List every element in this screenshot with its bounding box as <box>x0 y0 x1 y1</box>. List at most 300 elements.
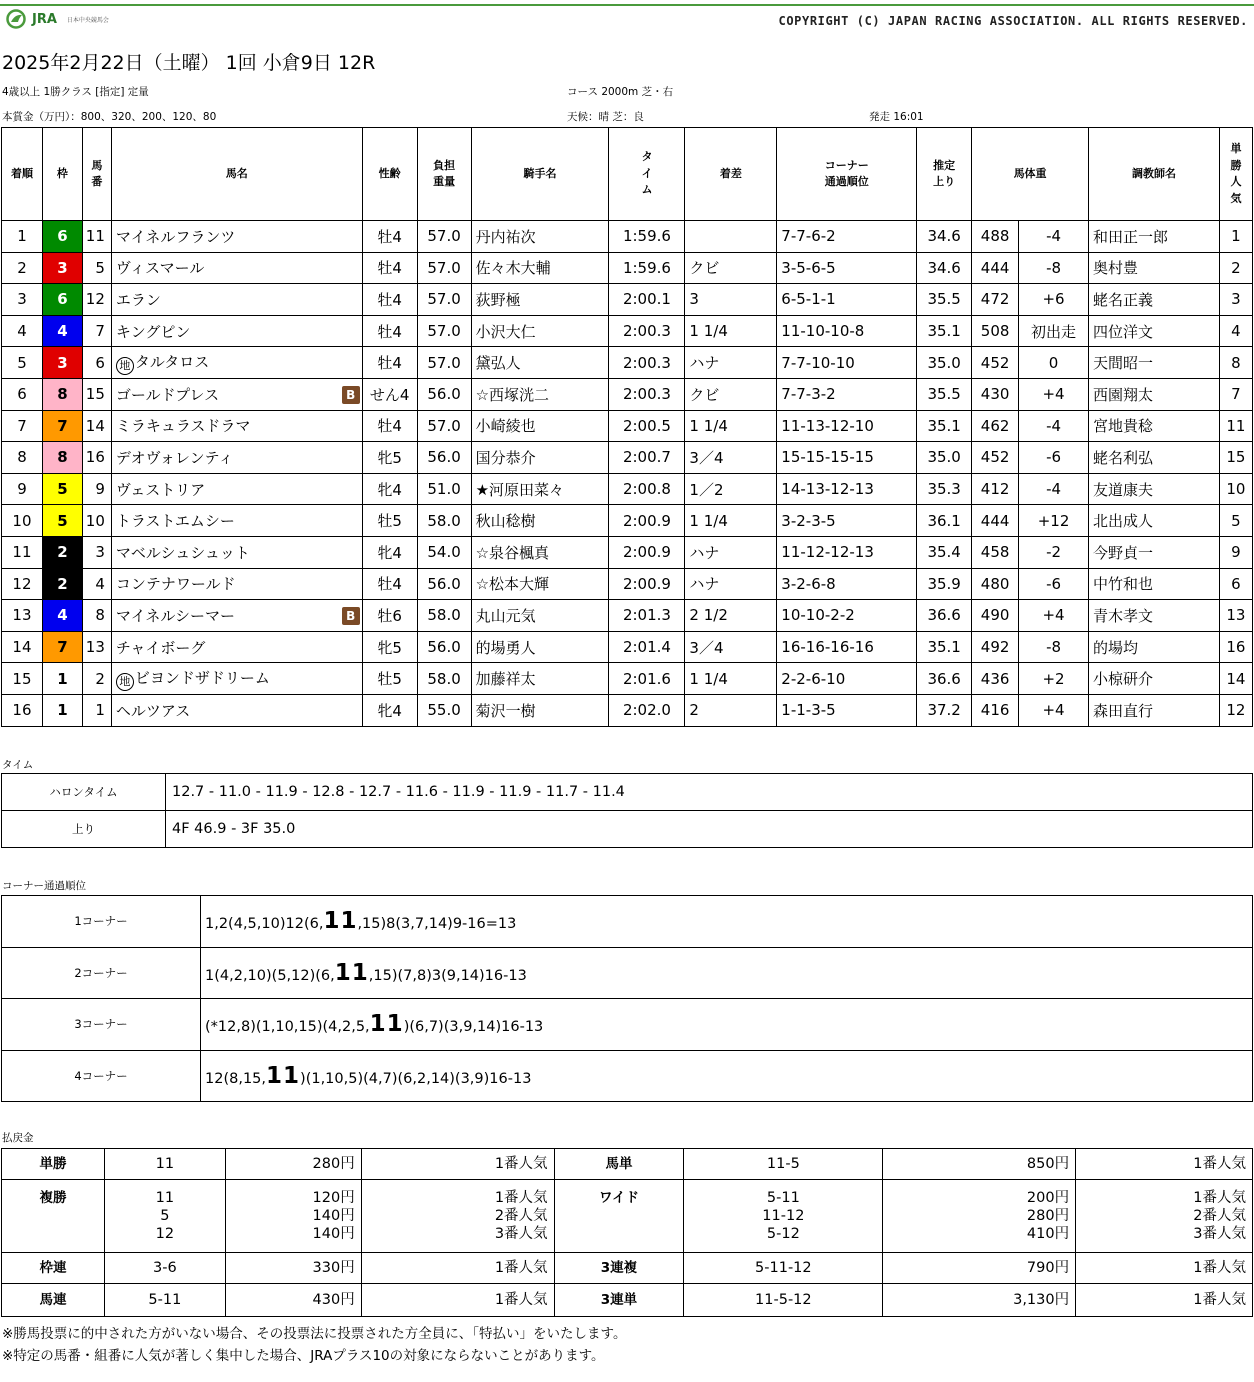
umaren-pop: 1番人気 <box>361 1284 554 1317</box>
corner-order-cell: 14-13-12-13 <box>777 473 917 505</box>
horse-name[interactable]: デオヴォレンティ <box>115 448 234 467</box>
rank-cell: 16 <box>2 694 43 726</box>
time-cell: 2:00.9 <box>609 536 685 568</box>
carried-weight-cell: 57.0 <box>417 315 471 347</box>
popularity-cell: 10 <box>1219 473 1252 505</box>
col-pop-label: 単勝人気 <box>1230 142 1242 205</box>
jockey-cell <box>471 631 609 663</box>
corner-order-cell: 7-7-10-10 <box>777 347 917 379</box>
results-body <box>2 221 1253 727</box>
popularity-cell: 4 <box>1219 315 1252 347</box>
corner-2-value <box>201 947 1253 999</box>
jra-logo[interactable] <box>6 9 109 29</box>
corner-1-post: ,15)8(3,7,14)9-16=13 <box>357 916 517 933</box>
sex-age-cell: 牡5 <box>362 663 417 695</box>
payout-table <box>1 1148 1253 1317</box>
col-corner <box>777 128 917 221</box>
jockey-name[interactable]: 小沢大仁 <box>475 322 536 341</box>
body-weight-cell: 462 <box>972 410 1019 442</box>
popularity-cell: 15 <box>1219 442 1252 474</box>
sex-age-cell: 牡5 <box>362 505 417 537</box>
horse-name[interactable]: ヴェストリア <box>115 480 206 499</box>
waku-cell: 4 <box>42 315 82 347</box>
corner-4-post: )(1,10,5)(4,7)(6,2,14)(3,9)16-13 <box>300 1070 532 1087</box>
sex-age-cell: せん4 <box>362 378 417 410</box>
jockey-name[interactable]: ☆西塚洸二 <box>475 385 550 404</box>
last3f-cell: 35.1 <box>917 315 972 347</box>
start-time: 発走 16:01 <box>869 111 924 123</box>
horse-number-cell: 15 <box>82 378 111 410</box>
waku-cell: 8 <box>42 378 82 410</box>
time-row-halon <box>2 774 1253 811</box>
sanrentan-pop: 1番人気 <box>1076 1284 1253 1317</box>
corner-4-value <box>201 1050 1253 1102</box>
horse-number-cell: 9 <box>82 473 111 505</box>
corner-3-head: 3コーナー <box>2 999 201 1051</box>
body-weight-diff-cell: +4 <box>1019 694 1089 726</box>
trainer-name[interactable]: 四位洋文 <box>1093 322 1154 341</box>
horse-name[interactable]: マイネルシーマー <box>115 606 236 625</box>
body-weight-cell: 452 <box>972 347 1019 379</box>
trainer-name[interactable]: 友道康夫 <box>1093 480 1154 499</box>
corner-2-highlight: 11 <box>334 959 369 986</box>
result-row <box>2 536 1253 568</box>
margin-cell: 3／4 <box>685 631 777 663</box>
margin-cell: ハナ <box>685 568 777 600</box>
corner-2-pre: 1(4,2,10)(5,12)(6, <box>205 967 335 984</box>
notes <box>2 1323 626 1367</box>
body-weight-cell: 452 <box>972 442 1019 474</box>
waku-cell: 5 <box>42 473 82 505</box>
trainer-name[interactable]: 今野貞一 <box>1093 543 1154 562</box>
jockey-name[interactable]: ★河原田菜々 <box>475 480 565 499</box>
trainer-name[interactable]: 和田正一郎 <box>1093 227 1169 246</box>
local-horse-mark: 地 <box>116 357 134 375</box>
horse-number-cell: 13 <box>82 631 111 663</box>
waku-cell: 6 <box>42 284 82 316</box>
body-weight-cell: 480 <box>972 568 1019 600</box>
trainer-name[interactable]: 小椋研介 <box>1093 670 1154 689</box>
rank-cell: 1 <box>2 221 43 253</box>
horse-name-cell <box>111 252 362 284</box>
horse-name[interactable]: マベルシュシュット <box>115 543 250 562</box>
body-weight-diff-cell: -2 <box>1019 536 1089 568</box>
corner-2-head: 2コーナー <box>2 947 201 999</box>
corner-order-cell: 15-15-15-15 <box>777 442 917 474</box>
fukusho-pop-item: 2番人気 <box>494 1208 548 1224</box>
waku-cell: 3 <box>42 252 82 284</box>
trainer-name[interactable]: 青木孝文 <box>1093 606 1154 625</box>
body-weight-diff-cell: +6 <box>1019 284 1089 316</box>
horse-name[interactable]: ビヨンドザドリーム <box>134 668 270 687</box>
horse-name-cell <box>111 410 362 442</box>
body-weight-cell: 508 <box>972 315 1019 347</box>
rank-cell: 12 <box>2 568 43 600</box>
result-row <box>2 600 1253 632</box>
jockey-name[interactable]: 荻野極 <box>475 290 521 309</box>
trainer-name[interactable]: 中竹和也 <box>1093 575 1154 594</box>
sex-age-cell: 牝5 <box>362 631 417 663</box>
jockey-name[interactable]: ☆泉谷楓真 <box>475 543 550 562</box>
time-row-agari <box>2 811 1253 848</box>
waku-cell: 1 <box>42 694 82 726</box>
carried-weight-cell: 56.0 <box>417 568 471 600</box>
umatan-nums: 11-5 <box>684 1149 883 1180</box>
trainer-name[interactable]: 的場均 <box>1093 638 1139 657</box>
umaren-nums: 5-11 <box>104 1284 225 1317</box>
jockey-cell <box>471 252 609 284</box>
carried-weight-cell: 57.0 <box>417 284 471 316</box>
corner-4-head: 4コーナー <box>2 1050 201 1102</box>
sex-age-cell: 牝5 <box>362 442 417 474</box>
body-weight-diff-cell: -6 <box>1019 442 1089 474</box>
horse-name-cell <box>111 536 362 568</box>
sex-age-cell: 牝4 <box>362 536 417 568</box>
fukusho-yen-item: 120円 <box>312 1190 355 1206</box>
jockey-cell <box>471 378 609 410</box>
note-line: ※特定の馬番・組番に人気が著しく集中した場合、JRAプラス10の対象にならないことがあります。 <box>2 1348 605 1364</box>
col-time <box>609 128 685 221</box>
jockey-name[interactable]: 佐々木大輔 <box>475 259 551 278</box>
result-row <box>2 221 1253 253</box>
horse-name[interactable]: ヴィスマール <box>115 259 205 278</box>
weather-track: 天候：晴 芝：良 <box>567 111 644 123</box>
horse-name[interactable]: ヘルツアス <box>115 701 191 720</box>
col-last3f <box>917 128 972 221</box>
margin-cell: 3／4 <box>685 442 777 474</box>
jockey-name[interactable]: ☆松本大輝 <box>475 575 550 594</box>
jockey-name[interactable]: 加藤祥太 <box>475 670 536 689</box>
corner-section-label: コーナー通過順位 <box>2 880 86 892</box>
time-cell: 2:00.3 <box>609 378 685 410</box>
fukusho-pop <box>361 1180 554 1253</box>
wide-type: ワイド <box>554 1180 684 1253</box>
time-cell: 2:00.3 <box>609 347 685 379</box>
horse-number-cell: 8 <box>82 600 111 632</box>
col-weight <box>417 128 471 221</box>
popularity-cell: 1 <box>1219 221 1252 253</box>
horse-name[interactable]: チャイボーグ <box>115 638 206 657</box>
corner-3-post: )(6,7)(3,9,14)16-13 <box>403 1019 544 1036</box>
jockey-name[interactable]: 国分恭介 <box>475 448 536 467</box>
margin-cell: 3 <box>685 284 777 316</box>
rank-cell: 10 <box>2 505 43 537</box>
sanrenpuku-type: 3連複 <box>554 1253 684 1284</box>
horse-number-cell: 16 <box>82 442 111 474</box>
body-weight-diff-cell: -4 <box>1019 473 1089 505</box>
popularity-cell: 13 <box>1219 600 1252 632</box>
margin-cell: 1 1/4 <box>685 410 777 442</box>
tansho-type: 単勝 <box>2 1149 105 1180</box>
horse-name[interactable]: ミラキュラスドラマ <box>115 417 251 436</box>
time-cell: 2:00.9 <box>609 505 685 537</box>
sex-age-cell: 牡4 <box>362 252 417 284</box>
popularity-cell: 11 <box>1219 410 1252 442</box>
result-row <box>2 568 1253 600</box>
col-sexage: 性齢 <box>362 128 417 221</box>
corner-1-highlight: 11 <box>323 908 358 935</box>
sex-age-cell: 牝4 <box>362 473 417 505</box>
waku-cell: 1 <box>42 663 82 695</box>
rank-cell: 13 <box>2 600 43 632</box>
rank-cell: 6 <box>2 378 43 410</box>
trainer-cell <box>1089 252 1220 284</box>
copyright-notice: COPYRIGHT (C) JAPAN RACING ASSOCIATION. ALL RIGHTS RESERVED. <box>778 14 1248 28</box>
agari-head: 上り <box>2 811 166 848</box>
last3f-cell: 35.5 <box>917 378 972 410</box>
corner-row-3 <box>2 999 1253 1051</box>
payout-row-fukusho <box>2 1180 1253 1253</box>
margin-cell: クビ <box>685 252 777 284</box>
trainer-cell <box>1089 694 1220 726</box>
carried-weight-cell: 56.0 <box>417 442 471 474</box>
trainer-cell <box>1089 284 1220 316</box>
result-row <box>2 505 1253 537</box>
corner-order-cell: 11-10-10-8 <box>777 315 917 347</box>
time-cell: 2:00.8 <box>609 473 685 505</box>
horse-number-cell: 3 <box>82 536 111 568</box>
trainer-cell <box>1089 347 1220 379</box>
trainer-name[interactable]: 蛯名利弘 <box>1093 448 1154 467</box>
result-row <box>2 442 1253 474</box>
trainer-name[interactable]: 森田直行 <box>1093 701 1154 720</box>
body-weight-diff-cell: 初出走 <box>1019 315 1089 347</box>
trainer-name[interactable]: 宮地貴稔 <box>1093 417 1154 436</box>
result-row <box>2 473 1253 505</box>
body-weight-cell: 458 <box>972 536 1019 568</box>
time-cell: 2:01.6 <box>609 663 685 695</box>
col-margin: 着差 <box>685 128 777 221</box>
wide-yen-item: 200円 <box>1026 1190 1070 1206</box>
horse-name[interactable]: タルタロス <box>134 352 210 371</box>
umatan-pop: 1番人気 <box>1076 1149 1253 1180</box>
horse-name[interactable]: コンテナワールド <box>115 575 236 594</box>
horse-name-cell <box>111 284 362 316</box>
umaren-yen: 430円 <box>225 1284 361 1317</box>
last3f-cell: 36.6 <box>917 600 972 632</box>
rank-cell: 2 <box>2 252 43 284</box>
time-cell: 2:00.9 <box>609 568 685 600</box>
body-weight-cell: 488 <box>972 221 1019 253</box>
sex-age-cell: 牝4 <box>362 694 417 726</box>
wakuren-yen: 330円 <box>225 1253 361 1284</box>
result-row <box>2 252 1253 284</box>
payout-row-umaren <box>2 1284 1253 1317</box>
jockey-cell <box>471 315 609 347</box>
popularity-cell: 7 <box>1219 378 1252 410</box>
prize-money: 本賞金（万円）：800、320、200、120、80 <box>2 111 217 123</box>
jockey-name[interactable]: 丹内祐次 <box>475 227 536 246</box>
corner-row-4 <box>2 1050 1253 1102</box>
trainer-name[interactable]: 奥村豊 <box>1093 259 1139 278</box>
rank-cell: 7 <box>2 410 43 442</box>
fukusho-yen-item: 140円 <box>312 1208 355 1224</box>
last3f-cell: 35.5 <box>917 284 972 316</box>
time-section-label: タイム <box>2 759 34 771</box>
result-row <box>2 694 1253 726</box>
time-cell: 2:01.4 <box>609 631 685 663</box>
carried-weight-cell: 56.0 <box>417 378 471 410</box>
agari-value: 4F 46.9 - 3F 35.0 <box>166 811 1253 848</box>
trainer-cell <box>1089 505 1220 537</box>
corner-row-1 <box>2 896 1253 948</box>
jockey-cell <box>471 473 609 505</box>
margin-cell: 1 1/4 <box>685 315 777 347</box>
trainer-cell <box>1089 442 1220 474</box>
wakuren-pop: 1番人気 <box>361 1253 554 1284</box>
horse-name[interactable]: ゴールドプレス <box>115 385 220 404</box>
body-weight-cell: 444 <box>972 505 1019 537</box>
fukusho-nums <box>104 1180 225 1253</box>
sanrentan-nums: 11-5-12 <box>684 1284 883 1317</box>
body-weight-cell: 492 <box>972 631 1019 663</box>
horse-name[interactable]: トラストエムシー <box>115 512 235 531</box>
carried-weight-cell: 58.0 <box>417 663 471 695</box>
last3f-cell: 34.6 <box>917 252 972 284</box>
popularity-cell: 6 <box>1219 568 1252 600</box>
sex-age-cell: 牡6 <box>362 600 417 632</box>
horse-number-cell: 6 <box>82 347 111 379</box>
corner-order-cell: 16-16-16-16 <box>777 631 917 663</box>
sex-age-cell: 牡4 <box>362 347 417 379</box>
trainer-name[interactable]: 蛯名正義 <box>1093 290 1154 309</box>
carried-weight-cell: 55.0 <box>417 694 471 726</box>
trainer-name[interactable]: 北出成人 <box>1093 512 1154 531</box>
horse-number-cell: 1 <box>82 694 111 726</box>
wide-yen <box>883 1180 1076 1253</box>
fukusho-pop-item: 3番人気 <box>494 1226 548 1242</box>
horse-name-cell <box>111 473 362 505</box>
logo-text: JRA <box>32 11 57 27</box>
time-cell: 1:59.6 <box>609 252 685 284</box>
umatan-yen: 850円 <box>883 1149 1076 1180</box>
jockey-cell <box>471 410 609 442</box>
trainer-name[interactable]: 天間昭一 <box>1093 354 1154 373</box>
wide-yen-item: 410円 <box>1026 1226 1070 1242</box>
result-row <box>2 284 1253 316</box>
popularity-cell: 9 <box>1219 536 1252 568</box>
sanrenpuku-yen: 790円 <box>883 1253 1076 1284</box>
rank-cell: 4 <box>2 315 43 347</box>
jockey-name[interactable]: 丸山元気 <box>475 606 536 625</box>
col-last3f-label: 推定上り <box>933 158 956 188</box>
jockey-name[interactable]: 小崎綾也 <box>475 417 536 436</box>
carried-weight-cell: 58.0 <box>417 505 471 537</box>
sex-age-cell: 牡4 <box>362 410 417 442</box>
horse-number-cell: 2 <box>82 663 111 695</box>
halon-value: 12.7 - 11.0 - 11.9 - 12.8 - 12.7 - 11.6 - 11.9 - 11.9 - 11.7 - 11.4 <box>166 774 1253 811</box>
margin-cell: クビ <box>685 378 777 410</box>
col-num <box>82 128 111 221</box>
sex-age-cell: 牡4 <box>362 568 417 600</box>
last3f-cell: 35.0 <box>917 347 972 379</box>
carried-weight-cell: 56.0 <box>417 631 471 663</box>
sanrenpuku-pop: 1番人気 <box>1076 1253 1253 1284</box>
fukusho-num: 11 <box>155 1190 175 1206</box>
horse-name-cell <box>111 694 362 726</box>
corner-row-2 <box>2 947 1253 999</box>
jockey-name[interactable]: 黛弘人 <box>475 354 521 373</box>
margin-cell: 2 1/2 <box>685 600 777 632</box>
jockey-cell <box>471 536 609 568</box>
jockey-name[interactable]: 菊沢一樹 <box>475 701 536 720</box>
umatan-type: 馬単 <box>554 1149 684 1180</box>
horse-name[interactable]: マイネルフランツ <box>115 227 236 246</box>
horse-name[interactable]: エラン <box>115 290 161 309</box>
corner-order-cell: 3-2-3-5 <box>777 505 917 537</box>
sanrenpuku-nums: 5-11-12 <box>684 1253 883 1284</box>
trainer-cell <box>1089 631 1220 663</box>
time-cell: 2:01.3 <box>609 600 685 632</box>
trainer-cell <box>1089 536 1220 568</box>
waku-cell: 7 <box>42 631 82 663</box>
jockey-name[interactable]: 的場勇人 <box>475 638 536 657</box>
rank-cell: 8 <box>2 442 43 474</box>
last3f-cell: 34.6 <box>917 221 972 253</box>
horse-name[interactable]: キングピン <box>115 322 191 341</box>
col-rank: 着順 <box>2 128 43 221</box>
corner-order-cell: 3-5-6-5 <box>777 252 917 284</box>
wide-pop <box>1076 1180 1253 1253</box>
margin-cell: ハナ <box>685 536 777 568</box>
body-weight-cell: 436 <box>972 663 1019 695</box>
horse-name-cell <box>111 505 362 537</box>
rank-cell: 5 <box>2 347 43 379</box>
time-table <box>1 773 1253 848</box>
trainer-name[interactable]: 西園翔太 <box>1093 385 1154 404</box>
corner-3-highlight: 11 <box>369 1011 404 1038</box>
col-trainer: 調教師名 <box>1089 128 1220 221</box>
carried-weight-cell: 57.0 <box>417 410 471 442</box>
body-weight-diff-cell: +4 <box>1019 378 1089 410</box>
corner-3-value <box>201 999 1253 1051</box>
carried-weight-cell: 57.0 <box>417 252 471 284</box>
horse-name-cell <box>111 315 362 347</box>
waku-cell: 7 <box>42 410 82 442</box>
time-cell: 2:00.1 <box>609 284 685 316</box>
horse-name-cell <box>111 568 362 600</box>
result-row <box>2 663 1253 695</box>
fukusho-yen <box>225 1180 361 1253</box>
waku-cell: 3 <box>42 347 82 379</box>
popularity-cell: 16 <box>1219 631 1252 663</box>
jockey-cell <box>471 221 609 253</box>
waku-cell: 4 <box>42 600 82 632</box>
corner-1-pre: 1,2(4,5,10)12(6, <box>205 916 324 933</box>
wide-pop-item: 2番人気 <box>1193 1208 1246 1224</box>
rank-cell: 14 <box>2 631 43 663</box>
waku-cell: 2 <box>42 536 82 568</box>
note-line: ※勝馬投票に的中された方がいない場合、その投票法に投票された方全員に、「特払い」をいたします。 <box>2 1326 627 1342</box>
body-weight-diff-cell: +12 <box>1019 505 1089 537</box>
sex-age-cell: 牡4 <box>362 221 417 253</box>
last3f-cell: 36.1 <box>917 505 972 537</box>
jra-horse-icon <box>6 9 28 29</box>
jockey-cell <box>471 442 609 474</box>
waku-cell: 5 <box>42 505 82 537</box>
jockey-name[interactable]: 秋山稔樹 <box>475 512 536 531</box>
header-rule <box>0 4 1254 6</box>
trainer-cell <box>1089 410 1220 442</box>
fukusho-num: 12 <box>155 1226 175 1242</box>
popularity-cell: 3 <box>1219 284 1252 316</box>
horse-name-cell <box>111 442 362 474</box>
body-weight-cell: 412 <box>972 473 1019 505</box>
wide-num: 5-11 <box>766 1190 800 1206</box>
umaren-type: 馬連 <box>2 1284 105 1317</box>
fukusho-pop-item: 1番人気 <box>494 1190 548 1206</box>
race-condition: 4歳以上 1勝クラス [指定] 定量 <box>2 86 149 98</box>
